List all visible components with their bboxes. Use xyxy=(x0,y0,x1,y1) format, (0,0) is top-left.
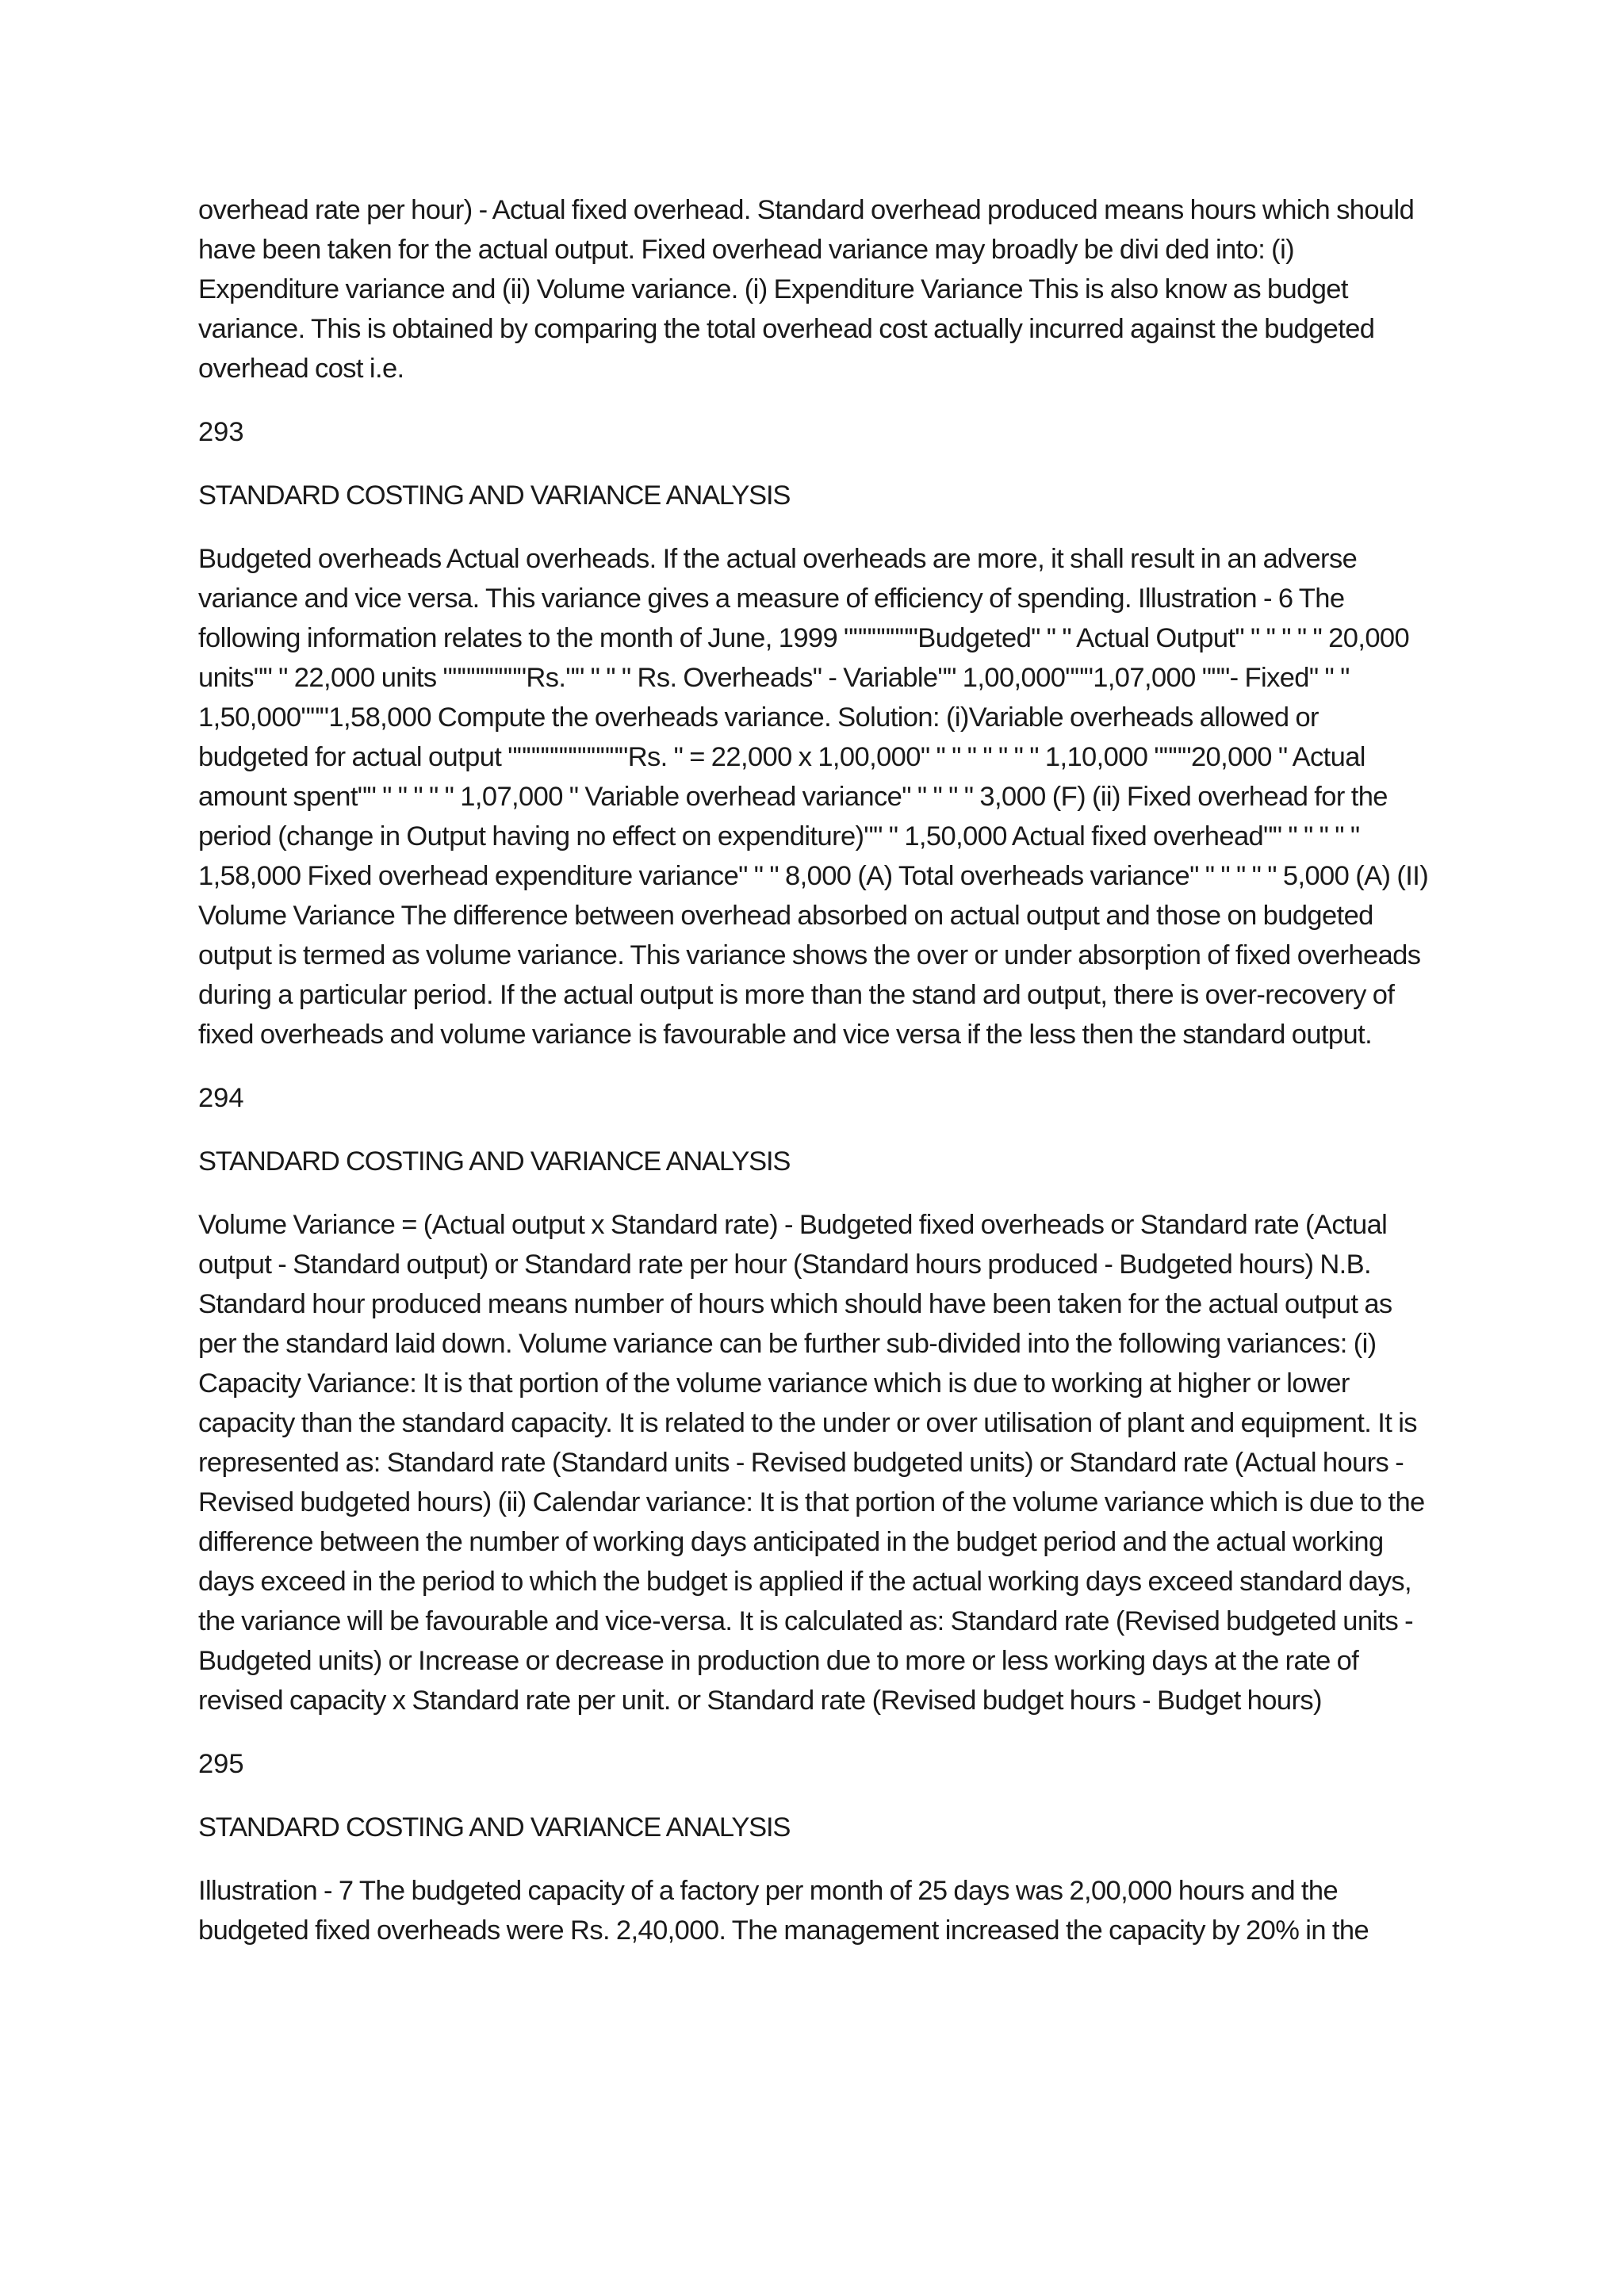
page-number-294: 294 xyxy=(198,1083,244,1113)
paragraph-illustration-6: Budgeted overheads Actual overheads. If the actual overheads are more, it shall result in an adverse variance and vice versa. This variance gives a measure of efficiency of spending. Illustration - 6 The following information relates to the month of June, 1999 """"""""Budgeted" " " Actual Output" " " " " " 20,000 units"" " 22,000 units """""""""Rs."" " " " Rs. Overheads" - Variable"" 1,00,000"""1,07,000 """- Fixed" " " 1,50,000"""1,58,000 Compute the overheads variance. Solution: (i)Variable overheads allowed or budgeted for actual output """""""""""""Rs. " = 22,000 x 1,00,000" " " " " " " " 1,10,000 """"20,000 " Actual amount spent"" " " " " " 1,07,000 " Variable overhead variance" " " " " 3,000 (F) (ii) Fixed overhead for the period (change in Output having no effect on expenditure)"" " 1,50,000 Actual fixed overhead"" " " " " " 1,58,000 Fixed overhead expenditure variance" " " 8,000 (A) Total overheads variance" " " " " " 5,000 (A) (II) Volume Variance The difference between overhead absorbed on actual output and those on budgeted output is termed as volume variance. This variance shows the over or under absorption of fixed overheads during a particular period. If the actual output is more than the stand ard output, there is over-recovery of fixed overheads and volume variance is favourable and vice versa if the less then the standard output. xyxy=(198,544,1429,1050)
paragraph-fixed-overhead-variance: overhead rate per hour) - Actual fixed overhead. Standard overhead produced means hours which should have been taken for the actual output. Fixed overhead variance may broadly be divi ded into: (i) Expenditure variance and (ii) Volume variance. (i) Expenditure Variance This is also know as budget variance. This is obtained by comparing the total overhead cost actually incurred against the budgeted overhead cost i.e. xyxy=(198,195,1415,384)
running-head-294: STANDARD COSTING AND VARIANCE ANALYSIS xyxy=(198,1146,791,1177)
paragraph-illustration-7: Illustration - 7 The budgeted capacity of a factory per month of 25 days was 2,00,000 hours and the budgeted fixed overheads were Rs. 2,40,000. The management increased the capacity by 20% in the xyxy=(198,1876,1369,1946)
running-head-295: STANDARD COSTING AND VARIANCE ANALYSIS xyxy=(198,1812,791,1843)
running-head-293: STANDARD COSTING AND VARIANCE ANALYSIS xyxy=(198,480,791,511)
paragraph-volume-variance: Volume Variance = (Actual output x Standard rate) - Budgeted fixed overheads or Standard rate (Actual output - Standard output) or Standard rate per hour (Standard hours produced - Budgeted hours) N.B. Standard hour produced means number of hours which should have been taken for the actual output as per the standard laid down. Volume variance can be further sub-divided into the following variances: (i) Capacity Variance: It is that portion of the volume variance which is due to working at higher or lower capacity than the standard capacity. It is related to the under or over utilisation of plant and equipment. It is represented as: Standard rate (Standard units - Revised budgeted units) or Standard rate (Actual hours - Revised budgeted hours) (ii) Calendar variance: It is that portion of the volume variance which is due to the difference between the number of working days anticipated in the budget period and the actual working days exceed in the period to which the budget is applied if the actual working days exceed standard days, the variance will be favourable and vice-versa. It is calculated as: Standard rate (Revised budgeted units - Budgeted units) or Increase or decrease in production due to more or less working days at the rate of revised capacity x Standard rate per unit. or Standard rate (Revised budget hours - Budget hours) xyxy=(198,1210,1425,1716)
page-number-295: 295 xyxy=(198,1749,244,1779)
document-page xyxy=(198,190,1435,1974)
page-number-293: 293 xyxy=(198,417,244,447)
